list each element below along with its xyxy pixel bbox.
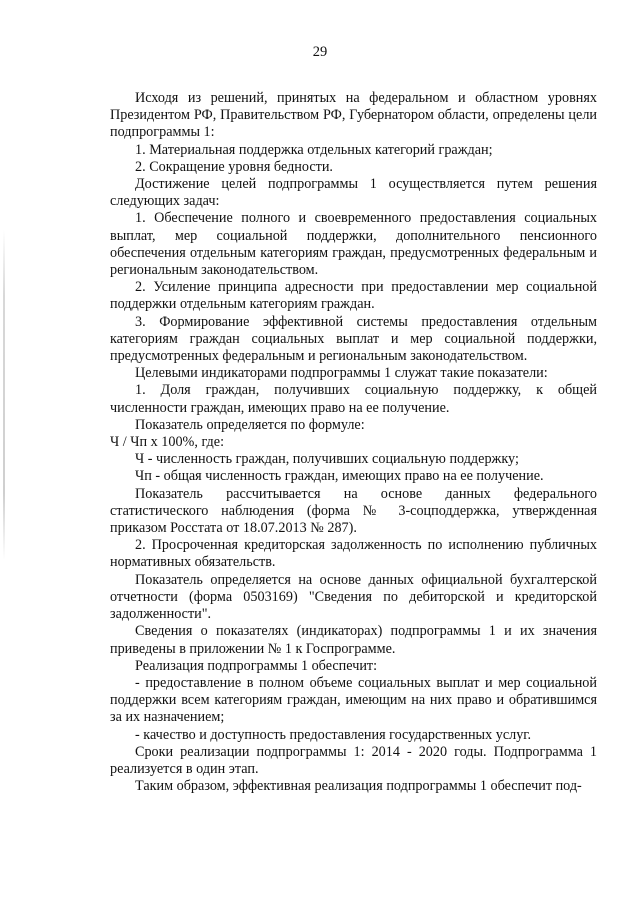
paragraph-indicator-2: 2. Просроченная кредиторская задолженность по исполнению публичных нормативных обязательств. <box>110 537 597 571</box>
paragraph-timeline: Сроки реализации подпрограммы 1: 2014 - 2020 годы. Подпрограмма 1 реализуется в один этап. <box>110 743 597 777</box>
document-body <box>110 90 597 795</box>
paragraph-calculation-source: Показатель рассчитывается на основе данных федерального статистического наблюдения (форма № 3-соцподдержка, утвержденная приказом Росстата от 18.07.2013 № 287). <box>110 485 597 537</box>
paragraph-definition-chp: Чп - общая численность граждан, имеющих право на ее получение. <box>135 468 544 485</box>
paragraph-indicator-1: 1. Доля граждан, получивших социальную поддержку, к общей численности граждан, имеющих право на ее получение. <box>110 382 597 416</box>
paragraph-conclusion: Таким образом, эффективная реализация подпрограммы 1 обеспечит под- <box>135 778 582 795</box>
paragraph-task-3: 3. Формирование эффективной системы предоставления отдельным категориям граждан социальных выплат и мер социальной поддержки, предусмотренных федеральным и региональным законодательством. <box>110 313 597 365</box>
scan-edge-shadow <box>3 230 5 560</box>
paragraph-tasks-intro: Достижение целей подпрограммы 1 осуществляется путем решения следующих задач: <box>110 176 597 210</box>
paragraph-task-1: 1. Обеспечение полного и своевременного предоставления социальных выплат, мер социальной поддержки, дополнительного пенсионного обеспечения отдельным категориям граждан, предусмотренных федеральным и региональным законодательством. <box>110 210 597 279</box>
paragraph-appendix-reference: Сведения о показателях (индикаторах) подпрограммы 1 и их значения приведены в приложении № 1 к Госпрограмме. <box>110 623 597 657</box>
paragraph-task-2: 2. Усиление принципа адресности при предоставлении мер социальной поддержки отдельным категориям граждан. <box>110 279 597 313</box>
paragraph-goal-1: 1. Материальная поддержка отдельных категорий граждан; <box>135 141 493 158</box>
paragraph-goals-intro: Исходя из решений, принятых на федеральном и областном уровнях Президентом РФ, Правительством РФ, Губернатором области, определены цели подпрограммы 1: <box>110 90 597 141</box>
paragraph-implementation-item-1: - предоставление в полном объеме социальных выплат и мер социальной поддержки всем категориям граждан, имеющим на них право и обратившимся за их назначением; <box>110 674 597 726</box>
page-number: 29 <box>312 44 328 60</box>
formula: Ч / Чп х 100%, где: <box>110 434 225 451</box>
paragraph-formula-intro: Показатель определяется по формуле: <box>135 416 365 433</box>
paragraph-goal-2: 2. Сокращение уровня бедности. <box>135 158 333 175</box>
paragraph-definition-ch: Ч - численность граждан, получивших социальную поддержку; <box>135 451 519 468</box>
paragraph-implementation-item-2: - качество и доступность предоставления государственных услуг. <box>135 726 532 743</box>
paragraph-indicators-intro: Целевыми индикаторами подпрограммы 1 служат такие показатели: <box>135 365 548 382</box>
paragraph-indicator-2-source: Показатель определяется на основе данных официальной бухгалтерской отчетности (форма 0503169) "Сведения по дебиторской и кредиторской задолженности". <box>110 571 597 623</box>
paragraph-implementation-intro: Реализация подпрограммы 1 обеспечит: <box>135 657 378 674</box>
